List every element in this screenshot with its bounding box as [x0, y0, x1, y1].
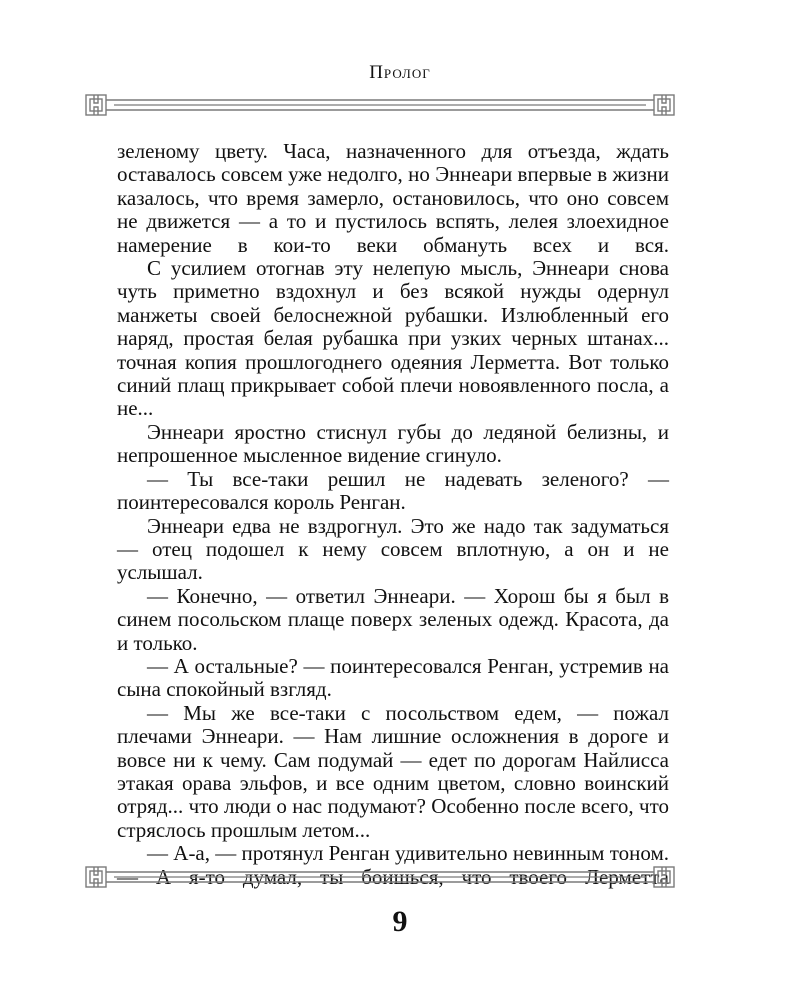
running-head-title: Пролог — [369, 62, 431, 83]
paragraph: — Конечно, — ответил Эннеари. — Хорош бы я был в синем посольском плаще поверх зеленых одежд. Красота, да и только. — [117, 583, 669, 655]
ornament-rules — [114, 100, 646, 110]
paragraph: зеленому цвету. Часа, назначенного для отъезда, ждать оставалось совсем уже недолго, но Эннеари впервые в жизни казалось, что время замерло, остановилось, что оно совсем не движется — а то и пустилось вспять, лелея злоехидное намерение в кои-то веки обмануть всех и вся. — [117, 139, 669, 257]
ornament-knot-left — [86, 867, 114, 887]
ornament-rules — [114, 872, 646, 882]
page-number: 9 — [392, 905, 408, 938]
paragraph: — Ты все-таки решил не надевать зеленого? — поинтересовался король Ренган. — [117, 466, 669, 515]
body-text — [117, 140, 669, 889]
paragraph: Эннеари едва не вздрогнул. Это же надо так задуматься — отец подошел к нему совсем вплотную, а он и не услышал. — [117, 513, 669, 585]
paragraph: С усилием отогнав эту нелепую мысль, Эннеари снова чуть приметно вздохнул и без всякой нужды одернул манжеты своей белоснежной рубашки. Излюбленный его наряд, простая белая рубашка при узких черных штанах... точная копия прошлогоднего одеяния Лерметта. Вот только синий плащ прикрывает собой плечи новоявленного посла, а не... — [117, 256, 669, 421]
paragraph: — А остальные? — поинтересовался Ренган, устремив на сына спокойный взгляд. — [117, 653, 669, 702]
paragraph: Эннеари яростно стиснул губы до ледяной белизны, и непрошенное мысленное видение сгинуло. — [117, 419, 669, 468]
ornament-knot-left — [86, 95, 114, 115]
top-ornament-border — [84, 92, 676, 118]
paragraph: — А-а, — протянул Ренган удивительно невинным тоном. — А я-то думал, ты боишься, что твоего Лерметта — [117, 841, 669, 889]
ornament-knot-right — [646, 95, 674, 115]
ornament-knot-right — [646, 867, 674, 887]
bottom-ornament-border — [84, 864, 676, 890]
paragraph: — Мы же все-таки с посольством едем, — пожал плечами Эннеари. — Нам лишние осложнения в дороге и вовсе ни к чему. Сам подумай — едет по дорогам Найлисса этакая орава эльфов, и все одним цветом, словно воинский отряд... что люди о нас подумают? Особенно после всего, что стряслось прошлым летом... — [117, 700, 669, 842]
